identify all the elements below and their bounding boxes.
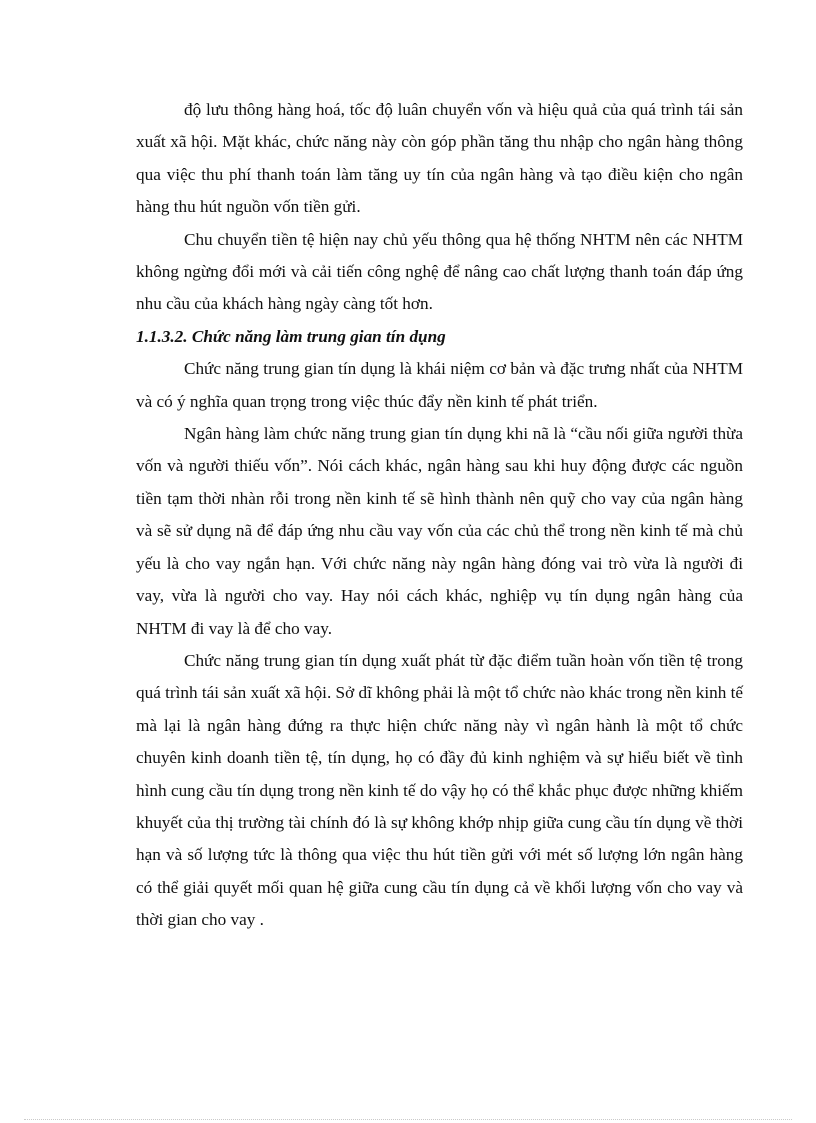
document-page	[136, 94, 743, 937]
paragraph-money-circulation: Chu chuyển tiền tệ hiện nay chủ yếu thông qua hệ thống NHTM nên các NHTM không ngừng đổi mới và cải tiến công nghệ để nâng cao chất lượng thanh toán đáp ứng nhu cầu của khách hàng ngày càng tốt hơn.	[136, 229, 743, 314]
page-bottom-divider	[24, 1119, 792, 1120]
section-heading: 1.1.3.2. Chức năng làm trung gian tín dụng	[136, 326, 446, 346]
paragraph-credit-intermediary-definition: Chức năng trung gian tín dụng là khái niệm cơ bản và đặc trưng nhất của NHTM và có ý nghĩa quan trọng trong việc thúc đẩy nền kinh tế phát triển.	[136, 359, 743, 411]
paragraph-bridge-role: Ngân hàng làm chức năng trung gian tín dụng khi nã là “cầu nối giữa người thừa vốn và người thiếu vốn”. Nói cách khác, ngân hàng sau khi huy động được các nguồn tiền tạm thời nhàn rỗi trong nền kinh tế sẽ hình thành nên quỹ cho vay của ngân hàng và sẽ sử dụng nã để đáp ứng nhu cầu vay vốn của các chủ thể trong nền kinh tế mà chủ yếu là cho vay ngắn hạn. Với chức năng này ngân hàng đóng vai trò vừa là người đi vay, vừa là người cho vay. Hay nói cách khác, nghiệp vụ tín dụng ngân hàng của NHTM đi vay là để cho vay.	[136, 424, 743, 638]
paragraph-continuation: độ lưu thông hàng hoá, tốc độ luân chuyển vốn và hiệu quả của quá trình tái sản xuất xã hội. Mặt khác, chức năng này còn góp phần tăng thu nhập cho ngân hàng thông qua việc thu phí thanh toán làm tăng uy tín của ngân hàng và tạo điều kiện cho ngân hàng thu hút nguồn vốn tiền gửi.	[136, 100, 743, 217]
paragraph-origin-of-function: Chức năng trung gian tín dụng xuất phát từ đặc điểm tuần hoàn vốn tiền tệ trong quá trình tái sản xuất xã hội. Sở dĩ không phải là một tổ chức nào khác trong nền kinh tế mà lại là ngân hàng đứng ra thực hiện chức năng này vì ngân hành là một tổ chức chuyên kinh doanh tiền tệ, tín dụng, họ có đầy đủ kinh nghiệm và sự hiểu biết về tình hình cung cầu tín dụng trong nền kinh tế do vậy họ có thể khắc phục được những khiếm khuyết của thị trường tài chính đó là sự không khớp nhịp giữa cung cầu tín dụng về thời hạn và số lượng tức là thông qua việc thu hút tiền gửi với mét số lượng lớn ngân hàng có thể giải quyết mối quan hệ giữa cung cầu tín dụng cả về khối lượng vốn cho vay và thời gian cho vay .	[136, 650, 743, 930]
